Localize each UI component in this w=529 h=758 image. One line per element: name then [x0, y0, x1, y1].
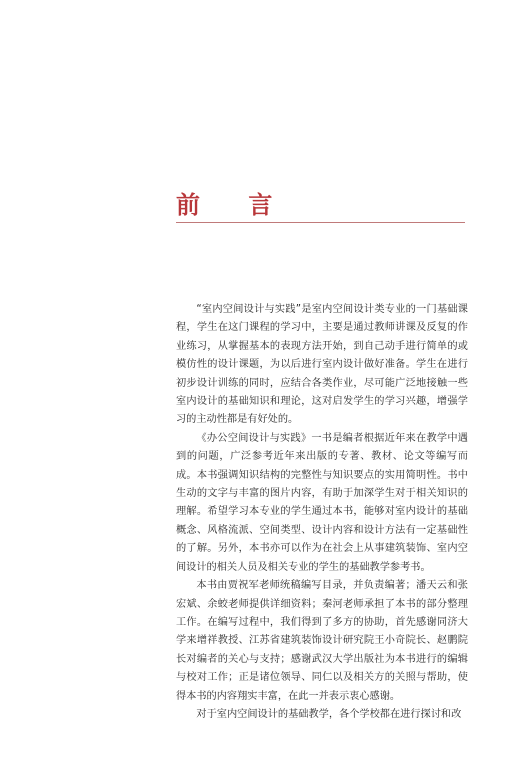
- paragraph: “室内空间设计与实践”是室内空间设计类专业的一门基础课程，学生在这门课程的学习中，主要是通过教师讲课及反复的作业练习，从掌握基本的表现方法开始，到自己动手进行简单的或模仿性的设计课题，为以后进行室内设计做好准备。学生在进行初步设计训练的同时，应结合各类作业，尽可能广泛地接触一些室内设计的基础知识和理论，这对启发学生的学习兴趣，增强学习的主动性都是有好处的。: [176, 304, 468, 426]
- page-title: 前 言: [176, 190, 293, 219]
- title-divider: [176, 222, 465, 223]
- paragraph: 本书由贾祝军老师统稿编写目录，并负责编著；潘天云和张宏斌、余蛟老师提供详细资料；秦河老师承担了本书的部分整理工作。在编写过程中，我们得到了多方的协助，首先感谢同济大学来增祥教授、江苏省建筑装饰设计研究院王小奇院长、赵鹏院长对编者的关心与支持；感谢武汉大学出版社为本书进行的编辑与校对工作；正是诸位领导、同仁以及相关方的关照与帮助，使得本书的内容翔实丰富，在此一并表示衷心感谢。: [176, 580, 468, 702]
- paragraph: 对于室内空间设计的基础教学，各个学校都在进行探讨和改: [196, 708, 462, 720]
- paragraph: 《办公空间设计与实践》一书是编者根据近年来在教学中遇到的问题，广泛参考近年来出版的专著、教材、论文等编写而成。本书强调知识结构的完整性与知识要点的实用简明性。书中生动的文字与丰富的图片内容，有助于加深学生对于相关知识的理解。希望学习本专业的学生通过本书，能够对室内设计的基础概念、风格流派、空间类型、设计内容和设计方法有一定基础性的了解。另外，本书亦可以作为在社会上从事建筑装饰、室内空间设计的相关人员及相关专业的学生的基础教学参考书。: [176, 432, 468, 573]
- preface-body: [176, 301, 468, 724]
